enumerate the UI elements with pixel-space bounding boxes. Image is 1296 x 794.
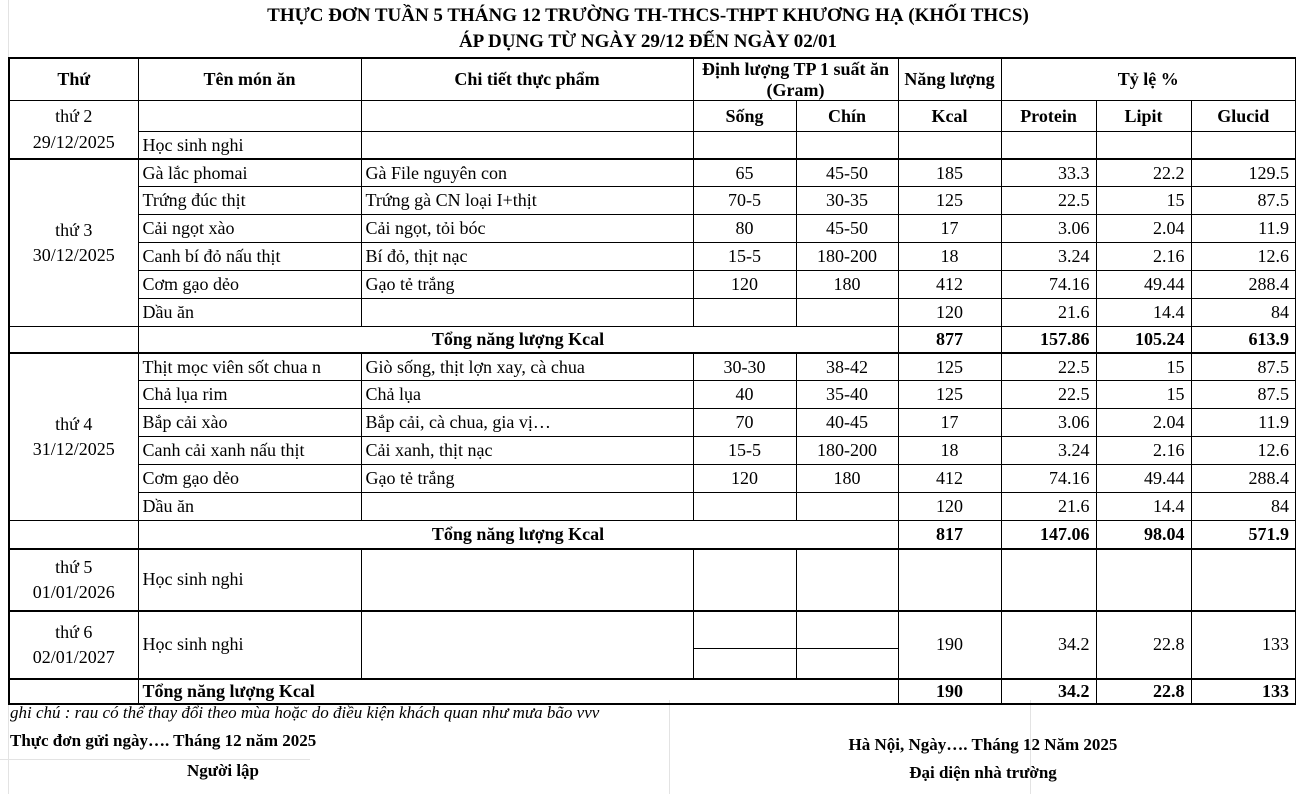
col-header-dinh-luong [693,58,898,101]
day6-row [9,611,1296,649]
empty-cell [796,649,898,679]
grand-total-protein: 34.2 [1001,679,1096,704]
qty-raw: 120 [693,271,796,299]
qty-cooked: 180-200 [796,437,898,465]
glucid-value: 87.5 [1191,381,1296,409]
qty-cooked: 38-42 [796,353,898,381]
dish-detail: Gạo tẻ trắng [361,271,693,299]
kcal-value: 125 [898,187,1001,215]
dish-name: Gà lắc phomai [138,159,361,187]
empty-cell [361,101,693,132]
glucid-value: 288.4 [1191,465,1296,493]
protein-value: 22.5 [1001,353,1096,381]
total-kcal: 877 [898,327,1001,353]
total-lipit: 105.24 [1096,327,1191,353]
dish-row [9,409,1296,437]
page-title [0,0,1296,57]
col-header-nang-luong: Năng lượng [898,58,1001,101]
day6-note: Học sinh nghi [138,611,361,679]
qty-cooked: 180 [796,271,898,299]
qty-raw: 120 [693,465,796,493]
dish-row [9,353,1296,381]
kcal-value: 412 [898,271,1001,299]
empty-cell [1191,549,1296,611]
kcal-value: 125 [898,381,1001,409]
empty-cell [9,327,138,353]
empty-cell [796,299,898,327]
dish-detail: Gà File nguyên con [361,159,693,187]
empty-cell [1096,132,1191,159]
lipit-value: 2.04 [1096,409,1191,437]
empty-cell [1001,132,1096,159]
empty-cell [138,101,361,132]
dish-row [9,465,1296,493]
qty-cooked: 180 [796,465,898,493]
empty-cell [361,132,693,159]
glucid-value: 12.6 [1191,243,1296,271]
day6-glucid: 133 [1191,611,1296,679]
qty-cooked: 40-45 [796,409,898,437]
menu-table [8,57,1296,705]
dish-row [9,437,1296,465]
dish-detail: Gạo tẻ trắng [361,465,693,493]
day6-protein: 34.2 [1001,611,1096,679]
dish-row [9,187,1296,215]
protein-value: 3.06 [1001,215,1096,243]
kcal-value: 412 [898,465,1001,493]
day6-kcal: 190 [898,611,1001,679]
empty-cell [898,132,1001,159]
glucid-value: 288.4 [1191,271,1296,299]
glucid-value: 11.9 [1191,409,1296,437]
col-header-thu: Thứ [9,58,138,101]
day5-note: Học sinh nghi [138,549,361,611]
empty-cell [796,132,898,159]
empty-cell [693,611,796,649]
empty-cell [693,649,796,679]
protein-value: 21.6 [1001,299,1096,327]
empty-cell [898,549,1001,611]
total-label: Tổng năng lượng Kcal [138,521,898,549]
dinh-luong-line2: (Gram) [766,79,825,100]
kcal-value: 125 [898,353,1001,381]
kcal-value: 17 [898,215,1001,243]
dish-row [9,159,1296,187]
qty-raw: 30-30 [693,353,796,381]
day5-row [9,549,1296,611]
empty-cell [9,521,138,549]
total-label: Tổng năng lượng Kcal [138,327,898,353]
empty-cell [693,549,796,611]
qty-cooked: 180-200 [796,243,898,271]
glucid-value: 87.5 [1191,187,1296,215]
subheader-lipit: Lipit [1096,101,1191,132]
dish-name: Canh cải xanh nấu thịt [138,437,361,465]
lipit-value: 2.16 [1096,437,1191,465]
dish-detail: Cải xanh, thịt nạc [361,437,693,465]
empty-cell [361,611,693,679]
total-row-day3 [9,327,1296,353]
empty-cell [361,549,693,611]
total-glucid: 571.9 [1191,521,1296,549]
empty-cell [693,132,796,159]
dinh-luong-line1: Định lượng TP 1 suất ăn [702,59,890,79]
day-cell-thu6 [9,611,138,679]
col-header-ten-mon-an: Tên món ăn [138,58,361,101]
qty-raw: 15-5 [693,243,796,271]
dish-row [9,381,1296,409]
day-label: thứ 3 [55,219,93,240]
dish-name: Thịt mọc viên sốt chua n [138,353,361,381]
glucid-value: 129.5 [1191,159,1296,187]
empty-cell [1001,549,1096,611]
dish-detail: Bí đỏ, thịt nạc [361,243,693,271]
lipit-value: 15 [1096,353,1191,381]
qty-raw: 80 [693,215,796,243]
protein-value: 22.5 [1001,381,1096,409]
dish-name: Cơm gạo dẻo [138,465,361,493]
total-row-day4 [9,521,1296,549]
lipit-value: 49.44 [1096,465,1191,493]
kcal-value: 120 [898,493,1001,521]
empty-cell [361,493,693,521]
day-cell-thu3 [9,159,138,327]
day-label: thứ 5 [55,556,93,577]
lipit-value: 15 [1096,187,1191,215]
day-label: thứ 2 [55,106,93,127]
qty-raw: 40 [693,381,796,409]
qty-raw: 65 [693,159,796,187]
dish-detail: Bắp cải, cà chua, gia vị… [361,409,693,437]
kcal-value: 18 [898,243,1001,271]
col-header-ty-le: Tỷ lệ % [1001,58,1296,101]
grand-total-kcal: 190 [898,679,1001,704]
glucid-value: 87.5 [1191,353,1296,381]
glucid-value: 84 [1191,299,1296,327]
dish-detail: Giò sống, thịt lợn xay, cà chua [361,353,693,381]
day-cell-thu2 [9,101,138,159]
dish-row [9,243,1296,271]
subheader-kcal: Kcal [898,101,1001,132]
day-label: thứ 6 [55,621,93,642]
footer-place-date: Hà Nội, Ngày…. Tháng 12 Năm 2025 [848,735,1118,754]
empty-cell [693,493,796,521]
protein-value: 3.06 [1001,409,1096,437]
lipit-value: 49.44 [1096,271,1191,299]
kcal-value: 18 [898,437,1001,465]
subheader-song: Sống [693,101,796,132]
footer-sent-date: Thực đơn gửi ngày…. Tháng 12 năm 2025 [10,731,317,750]
footer-creator: Người lập [186,761,260,780]
protein-value: 33.3 [1001,159,1096,187]
day-date: 30/12/2025 [32,245,115,266]
title-line-1: THỰC ĐƠN TUẦN 5 THÁNG 12 TRƯỜNG TH-THCS-THPT KHƯƠNG HẠ (KHỐI THCS) [267,5,1029,26]
kcal-value: 17 [898,409,1001,437]
dish-row [9,215,1296,243]
col-header-chi-tiet: Chi tiết thực phẩm [361,58,693,101]
subheader-glucid: Glucid [1191,101,1296,132]
day2-note-row [9,132,1296,159]
day-date: 02/01/2027 [32,646,115,667]
qty-cooked: 45-50 [796,159,898,187]
empty-cell [693,299,796,327]
qty-cooked: 30-35 [796,187,898,215]
qty-cooked: 45-50 [796,215,898,243]
empty-cell [361,299,693,327]
protein-value: 3.24 [1001,437,1096,465]
header-row [9,58,1296,101]
lipit-value: 15 [1096,381,1191,409]
protein-value: 74.16 [1001,465,1096,493]
total-glucid: 613.9 [1191,327,1296,353]
empty-cell [796,549,898,611]
dish-name: Canh bí đỏ nấu thịt [138,243,361,271]
dish-detail: Chả lụa [361,381,693,409]
subheader-chin: Chín [796,101,898,132]
dish-name: Bắp cải xào [138,409,361,437]
total-lipit: 98.04 [1096,521,1191,549]
day-date: 01/01/2026 [32,581,115,602]
day-cell-thu5 [9,549,138,611]
dish-detail: Trứng gà CN loại I+thịt [361,187,693,215]
grand-total-lipit: 22.8 [1096,679,1191,704]
subheader-row [9,101,1296,132]
dish-row [9,493,1296,521]
protein-value: 74.16 [1001,271,1096,299]
lipit-value: 2.16 [1096,243,1191,271]
qty-raw: 70-5 [693,187,796,215]
day-date: 29/12/2025 [32,131,115,152]
glucid-value: 84 [1191,493,1296,521]
empty-cell [796,493,898,521]
dish-name: Dầu ăn [138,299,361,327]
empty-cell [1191,132,1296,159]
dish-name: Chả lụa rim [138,381,361,409]
total-protein: 157.86 [1001,327,1096,353]
lipit-value: 14.4 [1096,299,1191,327]
day-date: 31/12/2025 [32,439,115,460]
day-label: thứ 4 [55,413,93,434]
glucid-value: 12.6 [1191,437,1296,465]
lipit-value: 22.2 [1096,159,1191,187]
day6-lipit: 22.8 [1096,611,1191,679]
day-cell-thu4 [9,353,138,521]
footer-note: ghi chú : rau có thể thay đổi theo mùa hoặc do điều kiện khách quan như mưa bão vvv [10,703,600,722]
dish-detail: Cải ngọt, tỏi bóc [361,215,693,243]
protein-value: 21.6 [1001,493,1096,521]
empty-cell [796,611,898,649]
lipit-value: 2.04 [1096,215,1191,243]
dish-name: Cơm gạo dẻo [138,271,361,299]
qty-cooked: 35-40 [796,381,898,409]
dish-row [9,271,1296,299]
grand-total-label: Tổng năng lượng Kcal [138,679,898,704]
qty-raw: 15-5 [693,437,796,465]
footer-representative: Đại diện nhà trường [909,763,1057,782]
dish-name: Cải ngọt xào [138,215,361,243]
title-line-2: ÁP DỤNG TỪ NGÀY 29/12 ĐẾN NGÀY 02/01 [458,31,838,52]
empty-cell [1096,549,1191,611]
lipit-value: 14.4 [1096,493,1191,521]
subheader-protein: Protein [1001,101,1096,132]
dish-row [9,299,1296,327]
day2-note: Học sinh nghi [138,132,361,159]
total-kcal: 817 [898,521,1001,549]
dish-name: Trứng đúc thịt [138,187,361,215]
protein-value: 22.5 [1001,187,1096,215]
dish-name: Dầu ăn [138,493,361,521]
kcal-value: 120 [898,299,1001,327]
qty-raw: 70 [693,409,796,437]
glucid-value: 11.9 [1191,215,1296,243]
footer [8,700,1296,794]
protein-value: 3.24 [1001,243,1096,271]
total-protein: 147.06 [1001,521,1096,549]
grand-total-glucid: 133 [1191,679,1296,704]
kcal-value: 185 [898,159,1001,187]
